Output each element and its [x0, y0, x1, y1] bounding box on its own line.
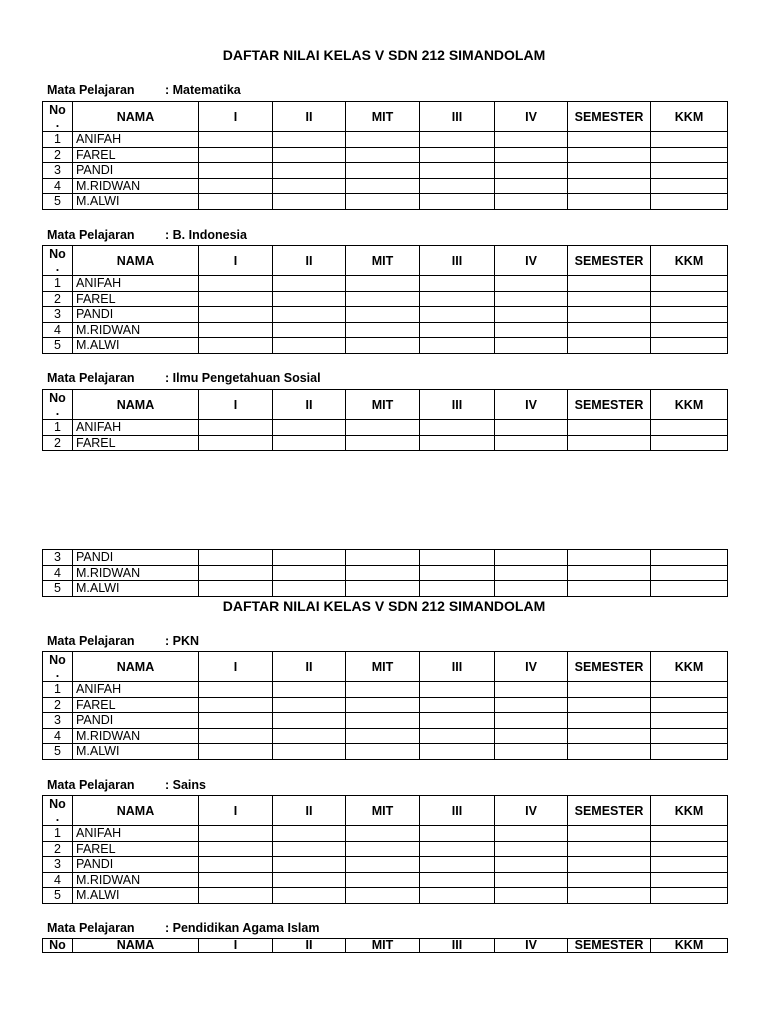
header-i: I — [199, 246, 273, 276]
page-title: DAFTAR NILAI KELAS V SDN 212 SIMANDOLAM — [222, 47, 546, 63]
header-iii: III — [420, 246, 495, 276]
header-ii: II — [273, 246, 346, 276]
subject-heading-matematika — [47, 83, 241, 97]
header-mit: MIT — [346, 390, 420, 420]
table-row: 5 M.ALWI — [43, 888, 728, 904]
subject-name: : Sains — [165, 778, 206, 792]
header-mit: MIT — [346, 939, 420, 953]
header-nama: NAMA — [73, 246, 199, 276]
table-row: 2 FAREL — [43, 147, 728, 163]
grade-table-sains — [42, 795, 728, 904]
header-no: No . — [43, 796, 73, 826]
grade-table-matematika — [42, 101, 728, 210]
table-row: 5 M.ALWI — [43, 581, 728, 597]
subject-label: Mata Pelajaran — [47, 83, 135, 97]
header-iv: IV — [495, 390, 568, 420]
header-iii: III — [420, 102, 495, 132]
header-ii: II — [273, 796, 346, 826]
header-iii: III — [420, 390, 495, 420]
table-row: 5 M.ALWI — [43, 338, 728, 354]
header-iv: IV — [495, 102, 568, 132]
table-row: 2 FAREL — [43, 435, 728, 451]
header-nama: NAMA — [73, 390, 199, 420]
table-row: 3 PANDI — [43, 857, 728, 873]
grade-table-ips-part1 — [42, 389, 728, 451]
header-kkm: KKM — [651, 246, 728, 276]
subject-name: : B. Indonesia — [165, 228, 247, 242]
table-row: 3 PANDI — [43, 307, 728, 323]
table-row: 4 M.RIDWAN — [43, 872, 728, 888]
header-semester: SEMESTER — [568, 796, 651, 826]
table-row: 5 M.ALWI — [43, 194, 728, 210]
grade-table-ips-part2 — [42, 549, 728, 597]
subject-name: : Matematika — [165, 83, 241, 97]
header-nama: NAMA — [73, 796, 199, 826]
subject-label: Mata Pelajaran — [47, 921, 135, 935]
table-row: 1 ANIFAH — [43, 420, 728, 436]
header-semester: SEMESTER — [568, 102, 651, 132]
table-row: 2 FAREL — [43, 697, 728, 713]
header-iv: IV — [495, 939, 568, 953]
subject-name: : Pendidikan Agama Islam — [165, 921, 320, 935]
header-nama: NAMA — [73, 939, 199, 953]
header-i: I — [199, 102, 273, 132]
grade-table-pai — [42, 938, 728, 953]
header-iii: III — [420, 652, 495, 682]
header-i: I — [199, 796, 273, 826]
header-iii: III — [420, 796, 495, 826]
table-row: 3 PANDI — [43, 713, 728, 729]
header-semester: SEMESTER — [568, 939, 651, 953]
header-i: I — [199, 390, 273, 420]
table-row: 3 PANDI — [43, 163, 728, 179]
header-ii: II — [273, 652, 346, 682]
header-mit: MIT — [346, 652, 420, 682]
header-no: No . — [43, 652, 73, 682]
header-no: No — [43, 939, 73, 953]
header-ii: II — [273, 102, 346, 132]
header-mit: MIT — [346, 796, 420, 826]
header-semester: SEMESTER — [568, 246, 651, 276]
header-no: No . — [43, 246, 73, 276]
table-row: 3 PANDI — [43, 550, 728, 566]
table-row: 2 FAREL — [43, 841, 728, 857]
header-i: I — [199, 939, 273, 953]
page-title-2: DAFTAR NILAI KELAS V SDN 212 SIMANDOLAM — [222, 598, 546, 614]
header-kkm: KKM — [651, 102, 728, 132]
header-kkm: KKM — [651, 652, 728, 682]
subject-label: Mata Pelajaran — [47, 228, 135, 242]
header-iv: IV — [495, 796, 568, 826]
subject-heading-ips — [47, 371, 321, 385]
header-no: No . — [43, 390, 73, 420]
table-row: 5 M.ALWI — [43, 744, 728, 760]
header-i: I — [199, 652, 273, 682]
subject-label: Mata Pelajaran — [47, 778, 135, 792]
subject-heading-b-indonesia — [47, 228, 247, 242]
header-semester: SEMESTER — [568, 390, 651, 420]
header-nama: NAMA — [73, 102, 199, 132]
table-row: 2 FAREL — [43, 291, 728, 307]
subject-heading-sains — [47, 778, 206, 792]
table-row: 1 ANIFAH — [43, 276, 728, 292]
header-iii: III — [420, 939, 495, 953]
header-no: No . — [43, 102, 73, 132]
header-ii: II — [273, 939, 346, 953]
grade-table-b-indonesia — [42, 245, 728, 354]
table-row: 4 M.RIDWAN — [43, 728, 728, 744]
table-row: 1 ANIFAH — [43, 682, 728, 698]
header-iv: IV — [495, 246, 568, 276]
subject-heading-pai — [47, 921, 319, 935]
subject-name: : Ilmu Pengetahuan Sosial — [165, 371, 321, 385]
header-kkm: KKM — [651, 939, 728, 953]
table-row: 1 ANIFAH — [43, 132, 728, 148]
header-iv: IV — [495, 652, 568, 682]
subject-name: : PKN — [165, 634, 200, 648]
header-semester: SEMESTER — [568, 652, 651, 682]
subject-heading-pkn — [47, 634, 199, 648]
header-kkm: KKM — [651, 796, 728, 826]
table-row: 4 M.RIDWAN — [43, 565, 728, 581]
subject-label: Mata Pelajaran — [47, 634, 135, 648]
table-row: 1 ANIFAH — [43, 826, 728, 842]
header-mit: MIT — [346, 246, 420, 276]
header-mit: MIT — [346, 102, 420, 132]
table-row: 4 M.RIDWAN — [43, 178, 728, 194]
subject-label: Mata Pelajaran — [47, 371, 135, 385]
header-nama: NAMA — [73, 652, 199, 682]
header-ii: II — [273, 390, 346, 420]
grade-table-pkn — [42, 651, 728, 760]
header-kkm: KKM — [651, 390, 728, 420]
table-row: 4 M.RIDWAN — [43, 322, 728, 338]
